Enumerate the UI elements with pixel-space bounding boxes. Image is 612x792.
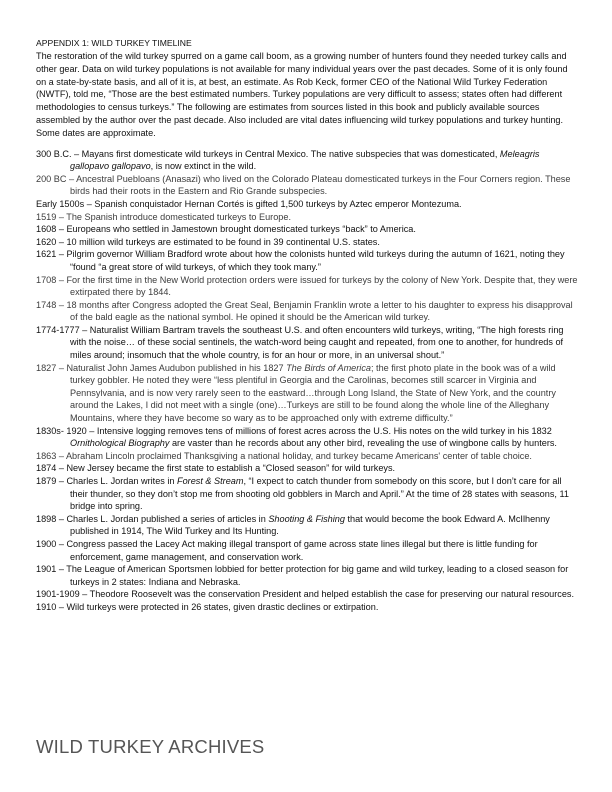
timeline-entry-1774-1777: 1774-1777 – Naturalist William Bartram travels the southeast U.S. and often encounters wild turkeys, writing, “The high forests ring with the noise… of these social sentinels, the watch-word being caught and repeated, from one to another, for hundreds of miles around; insomuch that the whole country, is for an hour or more, in an universal shout.” [36,324,564,361]
timeline-entry-200bc: 200 BC – Ancestral Puebloans (Anasazi) who lived on the Colorado Plateau domesticated turkeys in the Four Corners region. These birds had their roots in the Eastern and Rio Grande subspecies. [36,173,571,197]
timeline-entry-early-1500s: Early 1500s – Spanish conquistador Hernan Cortés is gifted 1,500 turkeys by Aztec emperor Montezuma. [36,198,462,209]
timeline-entry-1900: 1900 – Congress passed the Lacey Act making illegal transport of game across state lines illegal but there is little funding for enforcement, game management, and conservation work. [36,538,538,562]
timeline-list [36,148,578,614]
timeline-entry-1620: 1620 – 10 million wild turkeys are estimated to be found in 39 continental U.S. states. [36,236,380,247]
timeline-entry-1901: 1901 – The League of American Sportsmen lobbied for better protection for big game and wild turkey, leading to a closed season for turkeys in 2 states: Indiana and Nebraska. [36,564,569,587]
document-body [36,37,578,614]
running-footer: WILD TURKEY ARCHIVES [36,736,265,757]
timeline-entry-300bc: 300 B.C. – Mayans first domesticate wild turkeys in Central Mexico. The native subspecies that was domesticated, Meleagris gallopavo gallopavo, is now extinct in the wild. [36,148,540,172]
timeline-entry-1910: 1910 – Wild turkeys were protected in 26 states, given drastic declines or extirpation. [36,601,379,612]
timeline-entry-1901-1909: 1901-1909 – Theodore Roosevelt was the conservation President and helped establish the case for preserving our natural resources. [36,589,575,600]
timeline-entry-1830s-1920: 1830s- 1920 – Intensive logging removes tens of millions of forest acres across the U.S. His notes on the wild turkey in his 1832 Ornithological Biography are vaster than he records about any other bird, revealing the use of wingbone calls by hunters. [36,425,557,449]
timeline-entry-1827: 1827 – Naturalist John James Audubon published in his 1827 The Birds of America; the first photo plate in the book was of a wild turkey gobbler. He noted they were “less plentiful in Georgia and the Carolinas, becomes still scarcer in Virginia and Pennsylvania, and is now very rarely seen to the eastward…through Long Island, the State of New York, and the country around the Lakes, I did not meet with a single (one)…Turkeys are still to be found along the whole line of the Alleghany Mountains, where they have become so wary as to be approached only with extreme difficulty.” [36,362,556,424]
timeline-entry-1708: 1708 – For the first time in the New World protection orders were issued for turkeys by the colony of New York. Despite that, they were extirpated there by 1844. [36,274,578,298]
timeline-entry-1874: 1874 – New Jersey became the first state to establish a “Closed season” for wild turkeys. [36,463,396,474]
timeline-entry-1898: 1898 – Charles L. Jordan published a series of articles in Shooting & Fishing that would become the book Edward A. McIlhenny published in 1914, The Wild Turkey and Its Hunting. [36,513,550,537]
timeline-entry-1519: 1519 – The Spanish introduce domesticated turkeys to Europe. [36,211,291,222]
timeline-entry-1863: 1863 – Abraham Lincoln proclaimed Thanksgiving a national holiday, and turkey became Americans' center of table choice. [36,450,532,461]
appendix-heading: APPENDIX 1: WILD TURKEY TIMELINE [36,38,192,48]
timeline-entry-1608: 1608 – Europeans who settled in Jamestown brought domesticated turkeys “back” to America. [36,224,416,235]
intro-paragraph: The restoration of the wild turkey spurred on a game call boom, as a growing number of hunters found they needed turkey calls and other gear. Data on wild turkey populations is not available for many individual years over the past decades. Some of it is only found on a state-by-state basis, and all of it is, at best, an estimate. As Rob Keck, former CEO of the National Wild Turkey Federation (NWTF), told me, “Those are the best estimated numbers. Turkey populations are very difficult to assess; states often had different methodologies to census turkeys.” The following are estimates from sources listed in this book and publicly available sources assembled by the author over the past decade. Also included are vital dates influencing wild turkey populations and turkey hunting. Some dates are approximate. [36,51,568,138]
timeline-entry-1748: 1748 – 18 months after Congress adopted the Great Seal, Benjamin Franklin wrote a letter to his daughter to express his disapproval of the bald eagle as the national symbol. He opined it should be the American wild turkey. [36,299,573,323]
timeline-entry-1879: 1879 – Charles L. Jordan writes in Forest & Stream, “I expect to catch thunder from somebody on this score, but I don’t care for all their thunder, so they don’t stop me from shooting old gobblers in March and April.” At the time of 28 states with seasons, 11 bridge into spring. [36,476,569,512]
timeline-entry-1621: 1621 – Pilgrim governor William Bradford wrote about how the colonists hunted wild turkeys during the autumn of 1621, noting they “found “a great store of wild turkeys, of which they took many.” [36,249,565,272]
